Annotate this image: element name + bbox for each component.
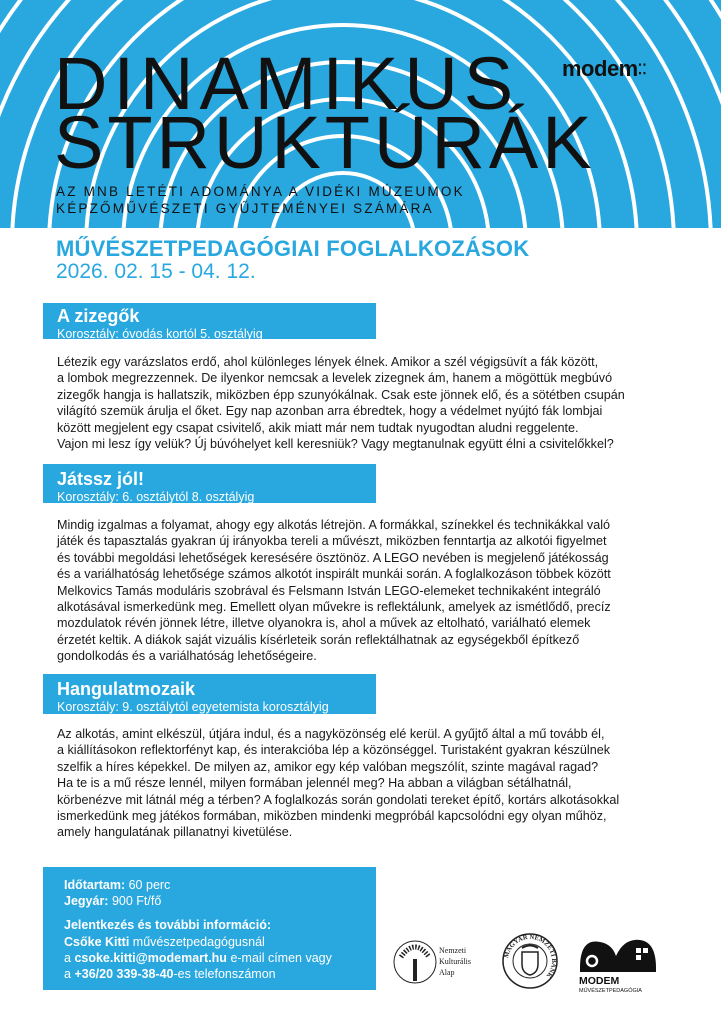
email-prefix: a [64, 950, 71, 965]
paragraph-line: és további megoldási lehetőségek keresésére ösztönöz. A LEGO nevében is megjelenő játékosság [57, 550, 609, 565]
contact-name: Csőke Kitti [64, 934, 130, 949]
subtitle-line-2: KÉPZŐMŰVÉSZETI GYŰJTEMÉNYEI SZÁMÁRA [56, 201, 434, 216]
paragraph-line: körbenézve mit látnál még a térben? A foglalkozás során gondolati tereket építő, kortárs alkotásokkal [57, 792, 620, 807]
paragraph-line: Melkovics Tamás moduláris szobrával és Felsmann István LEGO-elemeket technikaként integráló [57, 583, 601, 598]
section-age: Korosztály: 9. osztálytól egyetemista korosztályig [57, 700, 329, 714]
section-title: A zizegők [57, 306, 140, 326]
paragraph-line: és a variálhatóság lehetősége számos alkotót inspirált munkái során. A foglalkozáson többek között [57, 567, 611, 582]
modem-muveszetpedagogia-logo [578, 934, 668, 994]
mnb-seal-logo [501, 932, 559, 990]
nka-logo-text: Nemzeti [439, 946, 467, 955]
paragraph-line: Mindig izgalmas a folyamat, ahogy egy alkotás létrejön. A formákkal, színekkel és technikákkal való [57, 518, 610, 532]
paragraph-line: világító szemük árulja el őket. Egy nap azonban arra ébredtek, hogy a védelmet nyújtó fák lombjai [57, 404, 603, 419]
paragraph-line: ismerkedünk meg játékos formában, miközben mindenki megpróbál kapcsolódni egy olyan műhöz, [57, 809, 607, 824]
email-suffix: e-mail címen vagy [230, 950, 332, 965]
price-value: 900 Ft/fő [111, 894, 162, 909]
paragraph-line: érzetét keltik. A diákok saját vizuális kísérleteik során reflektálhatnak az egységekből építkező [57, 632, 580, 647]
nka-logo [393, 933, 483, 991]
contact-heading: Jelentkezés és további információ: [64, 918, 272, 933]
svg-text:MAGYAR NEMZETI BANK: MAGYAR NEMZETI BANK [503, 933, 558, 979]
paragraph-line: Az alkotás, amint elkészül, útjára indul, és a nagyközönség elé kerül. A gyűjtő által a mű tovább él, [57, 727, 605, 741]
phone-suffix: -es telefonszámon [173, 967, 276, 982]
price-label: Jegyár: [64, 894, 109, 909]
section-header-zizegok [43, 303, 376, 339]
section-header-jatssz-jol [43, 464, 376, 503]
section-title: Hangulatmozaik [57, 679, 196, 699]
section-body-jatssz-jol [57, 517, 611, 665]
paragraph-line: szelfik a híres képekkel. De milyen az, amikor egy kép valóban megszólít, szinte magával ragad? [57, 759, 599, 774]
paragraph-line: a lombok megrezzennek. De ilyenkor nemcsak a levelek zizegnek ám, hanem a mögöttük megbúvó [57, 371, 613, 386]
section-age: Korosztály: óvodás kortól 5. osztályig [57, 327, 263, 341]
section-body-zizegok [57, 354, 625, 452]
paragraph-line: amely hangulatának pillanatnyi kivetülése. [57, 825, 293, 840]
section-header-hangulatmozaik [43, 674, 376, 714]
subtitle-line-1: AZ MNB LETÉTI ADOMÁNYA A VIDÉKI MÚZEUMOK [56, 184, 465, 199]
title-line-2: STRUKTÚRÁK [54, 101, 596, 184]
modem-title: MODEM [579, 975, 620, 987]
svg-text:Alap: Alap [439, 968, 455, 977]
section-body-hangulatmozaik [57, 726, 619, 841]
title-line-1: DINAMIKUS [54, 42, 520, 125]
email-link[interactable]: csoke.kitti@modemart.hu [74, 950, 227, 965]
contact-role: művészetpedagógusnál [132, 934, 265, 949]
paragraph-line: Ha te is a mű része lennél, milyen formában jelennél meg? Ha abban a világban sétálhatnál, [57, 776, 572, 791]
duration-value: 60 perc [128, 878, 171, 892]
paragraph-line: mozdulatok révén jönnek létre, illetve olyanokra is, ahol a művek az eltolható, variálható elemek [57, 616, 591, 631]
paragraph-line: zizegők hangja is hallatszik, miközben épp szunyókálnak. Csak este jönnek elő, és a sötétben csupán [57, 387, 625, 402]
svg-text:MŰVÉSZETPEDAGÓGIA: MŰVÉSZETPEDAGÓGIA [579, 988, 642, 994]
logo-dots-icon: ⁚⁚ [637, 61, 647, 77]
date-range: 2026. 02. 15 - 04. 12. [56, 260, 256, 283]
modem-logo-text: modem [562, 56, 638, 81]
phone-number[interactable]: +36/20 339-38-40 [74, 967, 174, 982]
info-box [43, 867, 376, 990]
paragraph-line: között megjelent egy csapat csivitelő, akik miatt már nem tudtak nyugodtan aludni reggelente. [57, 420, 579, 435]
paragraph-line: Vajon mi lesz így velük? Új búvóhelyet kell keresniük? Vagy megtanulnak együtt élni a csivitelőkkel? [57, 437, 614, 452]
svg-text:Kulturális: Kulturális [439, 957, 471, 966]
page-heading: MŰVÉSZETPEDAGÓGIAI FOGLALKOZÁSOK [56, 236, 530, 261]
modem-logo [562, 56, 647, 82]
section-title: Játssz jól! [57, 469, 145, 489]
paragraph-line: a kiállításokon reflektorfényt kap, és interakcióba lép a közönséggel. Turistaként gyakran készülnek [57, 743, 611, 758]
paragraph-line: játék és tapasztalás gyakran új irányokba tereli a művészt, miközben fenntartja az alkotói figyelmet [57, 534, 607, 549]
paragraph-line: Létezik egy varázslatos erdő, ahol különleges lények élnek. Amikor a szél végigsüvít a fák között, [57, 355, 599, 369]
phone-prefix: a [64, 967, 71, 982]
section-age: Korosztály: 6. osztálytól 8. osztályig [57, 490, 255, 504]
duration-label: Időtartam: [64, 878, 126, 892]
paragraph-line: alkotásával ismerkedünk meg. Emellett olyan művekre is reflektálunk, amelyek az ismétlődő, precíz [57, 600, 611, 615]
paragraph-line: gondolkodás és a variálhatóság lehetőségeire. [57, 649, 317, 664]
